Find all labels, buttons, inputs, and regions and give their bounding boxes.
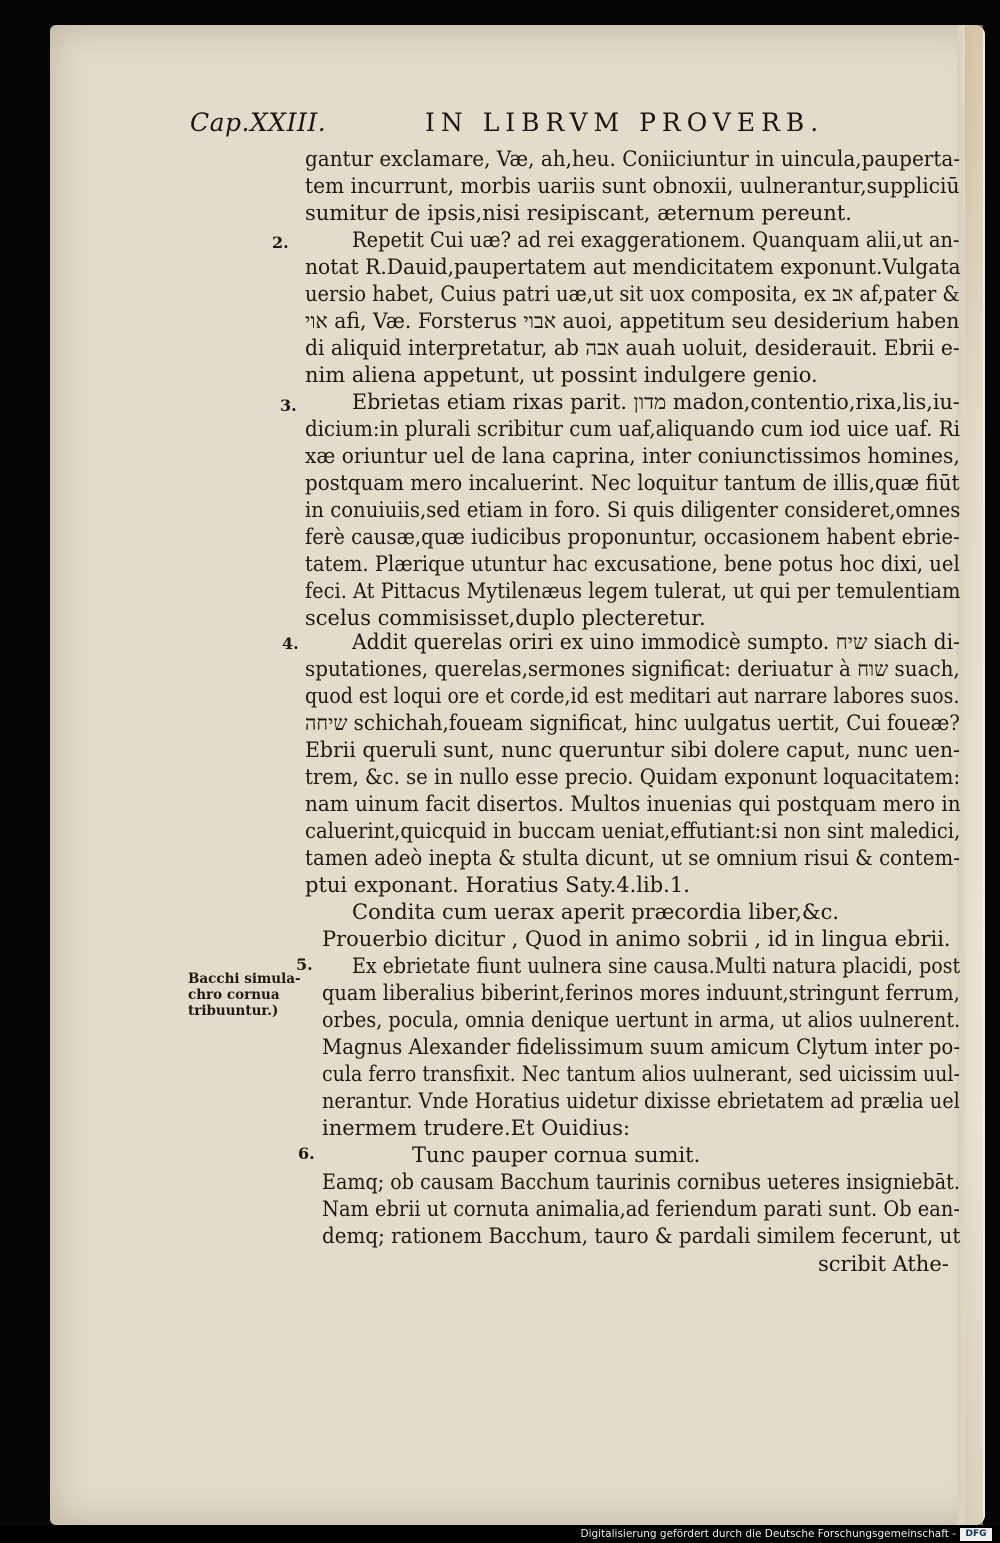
margin-note: Bacchi simula- chro cornua tribuuntur.) — [188, 971, 301, 1019]
text-line: Nam ebrii ut cornuta animalia,ad feriendum parati sunt. Ob ean- — [322, 1197, 960, 1221]
text-line: Magnus Alexander fidelissimum suum amicum Clytum inter po- — [322, 1035, 960, 1059]
text-line: Ebrietas etiam rixas parit. מדון madon,contentio,rixa,lis,iu- — [352, 390, 960, 414]
text-line: אוי afi, Væ. Forsterus אבוי auoi, appetitum seu desiderium haben — [305, 309, 960, 333]
text-line: nim aliena appetunt, ut possint indulgere genio. — [305, 363, 818, 387]
text-line: orbes, pocula, omnia denique uertunt in arma, ut alios uulnerent. — [322, 1008, 961, 1032]
running-head — [190, 108, 830, 142]
text-line: Ebrii queruli sunt, nunc queruntur sibi dolere caput, nunc uen- — [305, 738, 960, 762]
text-line: cula ferro transfixit. Nec tantum alios uulnerant, sed uicissim uul- — [322, 1062, 960, 1086]
text-line: Tunc pauper cornua sumit. — [412, 1143, 701, 1167]
verse-number: 4. — [282, 634, 299, 653]
text-line: caluerint,quicquid in buccam ueniat,effutiant:si non sint maledici, — [305, 819, 961, 843]
text-line: ptui exponant. Horatius Saty.4.lib.1. — [305, 873, 690, 897]
digitization-footer — [0, 1526, 1000, 1543]
dfg-logo: DFG — [960, 1528, 992, 1541]
page-edge-strip — [965, 25, 983, 1525]
verse-number: 6. — [298, 1144, 315, 1163]
text-line: uersio habet, Cuius patri uæ,ut sit uox composita, ex אב af,pater & — [305, 282, 960, 306]
text-line: inermem trudere.Et Ouidius: — [322, 1116, 631, 1140]
text-line: feci. At Pittacus Mytilenæus legem tulerat, ut qui per temulentiam — [305, 579, 961, 603]
text-line: gantur exclamare, Væ, ah,heu. Coniiciuntur in uincula,pauperta- — [305, 147, 961, 171]
text-line: demq; rationem Bacchum, tauro & pardali similem fecerunt, ut — [322, 1224, 961, 1248]
text-line: quam liberalius biberint,ferinos mores induunt,stringunt ferrum, — [322, 981, 960, 1005]
text-line: di aliquid interpretatur, ab אבה auah uoluit, desiderauit. Ebrii e- — [305, 336, 960, 360]
text-line: Prouerbio dicitur , Quod in animo sobrii , id in lingua ebrii. — [322, 927, 951, 951]
chapter-label: Cap.XXIII. — [190, 108, 327, 137]
text-line: notat R.Dauid,paupertatem aut mendicitatem exponunt.Vulgata — [305, 255, 961, 279]
text-line: tamen adeò inepta & stulta dicunt, ut se omnium risui & contem- — [305, 846, 960, 870]
text-line: scelus commisisset,duplo plecteretur. — [305, 606, 706, 630]
book-title: IN LIBRVM PROVERB. — [425, 108, 825, 137]
text-line: sumitur de ipsis,nisi resipiscant, æternum pereunt. — [305, 201, 852, 225]
text-line: sputationes, querelas,sermones significat: deriuatur à שוח suach, — [305, 657, 960, 681]
verse-number: 2. — [272, 233, 289, 252]
text-line: dicium:in plurali scribitur cum uaf,aliquando cum iod uice uaf. Ri — [305, 417, 960, 441]
text-line: שיחה schichah,foueam significat, hinc uulgatus uertit, Cui foueæ? — [305, 711, 960, 735]
text-line: trem, &c. se in nullo esse precio. Quidam exponunt loquacitatem: — [305, 765, 961, 789]
text-line: postquam mero incaluerint. Nec loquitur tantum de illis,quæ fiūt — [305, 471, 960, 495]
text-line: tem incurrunt, morbis uariis sunt obnoxii, uulnerantur,suppliciū — [305, 174, 960, 198]
text-line: quod est loqui ore et corde,id est meditari aut narrare labores suos. — [305, 684, 960, 708]
verse-number: 3. — [280, 396, 297, 415]
footer-credit: Digitalisierung gefördert durch die Deutsche Forschungsgemeinschaft - — [580, 1528, 956, 1540]
text-line: ferè causæ,quæ iudicibus proponuntur, occasionem habent ebrie- — [305, 525, 960, 549]
text-line: Repetit Cui uæ? ad rei exaggerationem. Quanquam alii,ut an- — [352, 228, 960, 252]
text-line: Ex ebrietate fiunt uulnera sine causa.Multi natura placidi, post — [352, 954, 961, 978]
verse-number: 5. — [296, 955, 313, 974]
text-line: Addit querelas oriri ex uino immodicè sumpto. שיח siach di- — [352, 630, 960, 654]
text-line: tatem. Plærique utuntur hac excusatione, bene potus hoc dixi, uel — [305, 552, 960, 576]
text-line: xæ oriuntur uel de lana caprina, inter coniunctissimos homines, — [305, 444, 960, 468]
text-line: nam uinum facit disertos. Multos inuenias qui postquam mero in — [305, 792, 961, 816]
catchword: scribit Athe- — [818, 1252, 949, 1276]
text-line: nerantur. Vnde Horatius uidetur dixisse ebrietatem ad prælia uel — [322, 1089, 960, 1113]
text-line: Eamq; ob causam Bacchum taurinis cornibus ueteres insigniebāt. — [322, 1170, 960, 1194]
text-line: in conuiuiis,sed etiam in foro. Si quis diligenter consideret,omnes — [305, 498, 961, 522]
text-line: Condita cum uerax aperit præcordia liber,&c. — [352, 900, 840, 924]
